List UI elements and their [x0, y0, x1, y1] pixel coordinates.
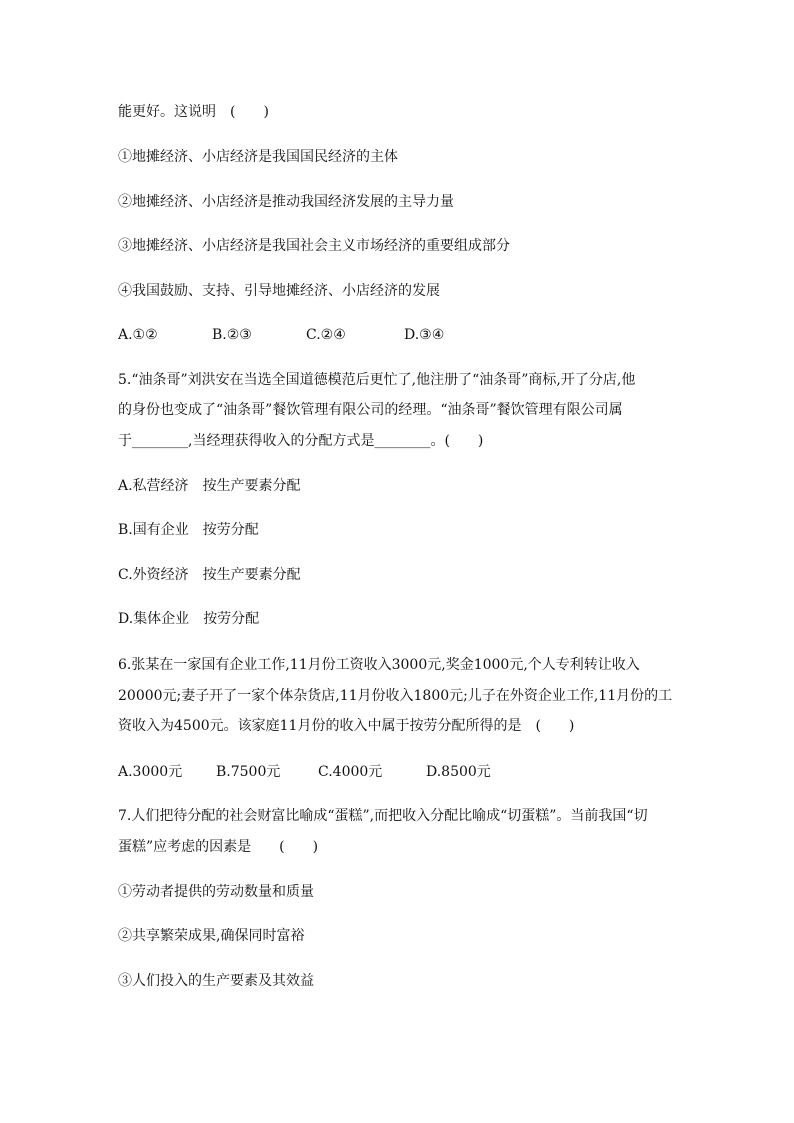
q4-item-1: ①地摊经济、小店经济是我国国民经济的主体 — [118, 149, 398, 165]
q6-options — [118, 762, 718, 782]
q4-options — [118, 325, 718, 345]
q4-stem-tail: 能更好。这说明 ( ) — [118, 104, 269, 120]
q6-stem-line-3: 资收入为4500元。该家庭11月份的收入中属于按劳分配所得的是 ( ) — [118, 718, 575, 734]
q6-stem-line-2: 20000元;妻子开了一家个体杂货店,11月份收入1800元;儿子在外资企业工作,11月份的工 — [118, 688, 673, 704]
q7-stem-line-2: 蛋糕”应考虑的因素是 ( ) — [118, 839, 319, 855]
q4-option-a[interactable]: A.①② — [118, 327, 158, 343]
q5-option-b-first: 国有企业 — [132, 522, 189, 538]
q4-item-3: ③地摊经济、小店经济是我国社会主义市场经济的重要组成部分 — [118, 238, 510, 254]
q5-option-a-letter: A. — [118, 478, 133, 494]
q5-option-c-first: 外资经济 — [132, 567, 189, 583]
q5-option-a[interactable] — [118, 476, 718, 496]
q6-option-c[interactable]: C.4000元 — [318, 764, 383, 780]
q5-option-c-second: 按生产要素分配 — [202, 567, 301, 583]
q4-item-4: ④我国鼓励、支持、引导地摊经济、小店经济的发展 — [118, 283, 440, 299]
q5-option-b-second: 按劳分配 — [202, 522, 259, 538]
q6-stem-line-1: 6.张某在一家国有企业工作,11月份工资收入3000元,奖金1000元,个人专利转让收入 — [118, 657, 640, 673]
q7-item-3: ③人们投入的生产要素及其效益 — [118, 973, 314, 989]
q5-option-a-second: 按生产要素分配 — [202, 478, 301, 494]
q6-option-a[interactable]: A.3000元 — [118, 764, 183, 780]
q4-item-2: ②地摊经济、小店经济是推动我国经济发展的主导力量 — [118, 194, 454, 210]
q5-option-b[interactable] — [118, 520, 718, 540]
q6-option-b[interactable]: B.7500元 — [216, 764, 281, 780]
q5-option-d-first: 集体企业 — [133, 611, 190, 627]
q5-option-c[interactable] — [118, 565, 718, 585]
q7-item-2: ②共享繁荣成果,确保同时富裕 — [118, 928, 305, 944]
q5-stem-line-1: 5.“油条哥”刘洪安在当选全国道德模范后更忙了,他注册了“油条哥”商标,开了分店,他 — [118, 372, 636, 388]
q5-stem-line-2: 的身份也变成了“油条哥”餐饮管理有限公司的经理。“油条哥”餐饮管理有限公司属 — [118, 402, 623, 418]
q5-option-d[interactable] — [118, 609, 718, 629]
q5-option-d-second: 按劳分配 — [203, 611, 260, 627]
q5-option-c-letter: C. — [118, 567, 133, 583]
q7-stem-line-1: 7.人们把待分配的社会财富比喻成“蛋糕”,而把收入分配比喻成“切蛋糕”。当前我国“切 — [118, 808, 648, 824]
q5-option-d-letter: D. — [118, 611, 134, 627]
q5-option-a-first: 私营经济 — [132, 478, 189, 494]
q5-option-b-letter: B. — [118, 522, 133, 538]
q4-option-c[interactable]: C.②④ — [306, 327, 346, 343]
q5-stem-line-3: 于________,当经理获得收入的分配方式是________。( ) — [118, 433, 484, 449]
q7-item-1: ①劳动者提供的劳动数量和质量 — [118, 884, 314, 900]
q6-option-d[interactable]: D.8500元 — [426, 764, 491, 780]
q4-option-d[interactable]: D.③④ — [404, 327, 445, 343]
q4-option-b[interactable]: B.②③ — [212, 327, 252, 343]
